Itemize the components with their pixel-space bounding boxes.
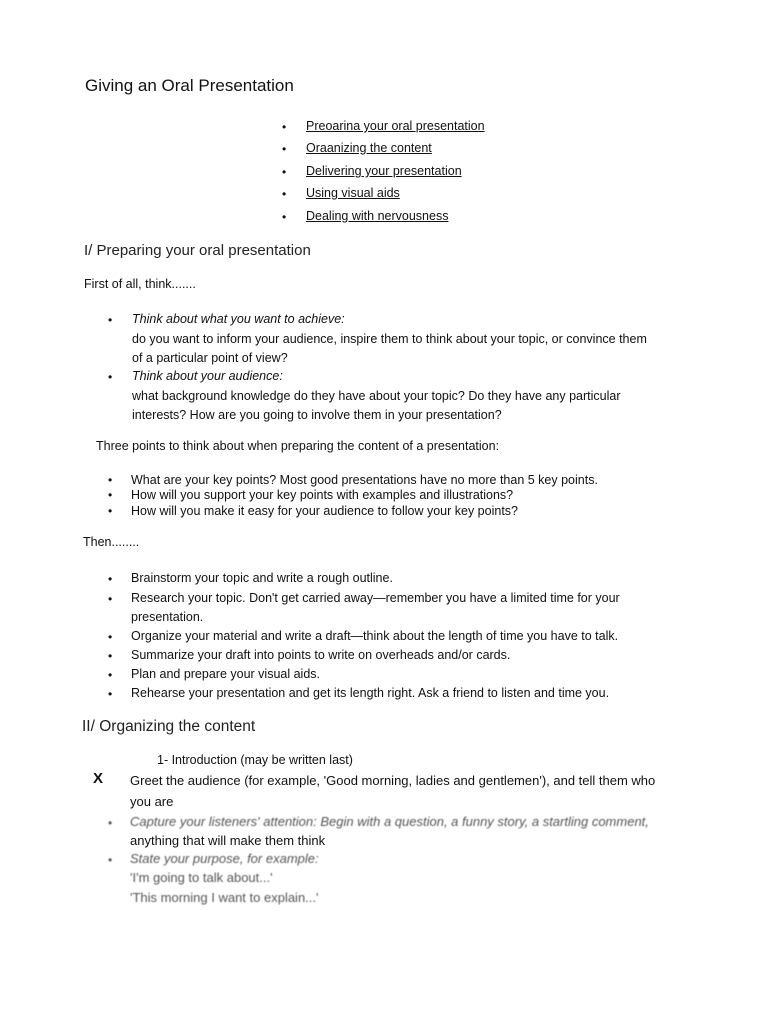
- three-points-intro: Three points to think about when preparing the content of a presentation:: [96, 439, 500, 453]
- bullet-icon: •: [108, 504, 113, 518]
- think-text-line: do you want to inform your audience, inspire them to think about your topic, or convince them: [132, 332, 647, 346]
- intro-text: First of all, think.......: [84, 277, 196, 291]
- bullet-icon: •: [108, 816, 113, 830]
- think-text-line: interests? How are you going to involve them in your presentation?: [132, 408, 502, 422]
- bullet-icon: •: [108, 313, 113, 327]
- key-point-item: What are your key points? Most good presentations have no more than 5 key points.: [131, 473, 598, 487]
- section-heading-organizing: II/ Organizing the content: [82, 718, 256, 735]
- section-heading-preparing: I/ Preparing your oral presentation: [84, 242, 311, 259]
- intro-item-purpose: State your purpose, for example:: [130, 851, 319, 866]
- bullet-icon: •: [108, 668, 113, 682]
- example-line: 'This morning I want to explain...': [130, 890, 319, 905]
- step-item-continued: presentation.: [131, 610, 204, 624]
- toc-link-delivering[interactable]: Delivering your presentation: [306, 164, 462, 178]
- bullet-icon: •: [108, 592, 113, 606]
- toc-link-organizing[interactable]: Oraanizing the content: [306, 141, 432, 155]
- bullet-icon: •: [282, 120, 287, 134]
- step-item: Brainstorm your topic and write a rough outline.: [131, 571, 393, 585]
- bullet-icon: •: [108, 370, 113, 384]
- think-text-line: what background knowledge do they have about your topic? Do they have any particular: [132, 389, 621, 403]
- step-item: Organize your material and write a draft—think about the length of time you have to talk.: [131, 629, 619, 643]
- x-mark-icon: X: [93, 770, 104, 787]
- intro-item-capture: Capture your listeners' attention: Begin with a question, a funny story, a startling comment,: [130, 814, 649, 829]
- step-item: Research your topic. Don't get carried away—remember you have a limited time for your: [131, 591, 620, 605]
- bullet-icon: •: [108, 853, 113, 867]
- think-text-line: of a particular point of view?: [132, 351, 288, 365]
- bullet-icon: •: [282, 210, 287, 224]
- bullet-icon: •: [108, 572, 113, 586]
- intro-item-greet-continued: you are: [130, 794, 174, 809]
- bullet-icon: •: [282, 187, 287, 201]
- key-point-item: How will you make it easy for your audience to follow your key points?: [131, 504, 518, 518]
- toc-link-nervousness[interactable]: Dealing with nervousness: [306, 209, 449, 223]
- then-text: Then........: [83, 535, 140, 549]
- toc-link-visual-aids[interactable]: Using visual aids: [306, 186, 400, 200]
- page-title: Giving an Oral Presentation: [85, 76, 294, 95]
- think-label-audience: Think about your audience:: [132, 369, 283, 383]
- step-item: Plan and prepare your visual aids.: [131, 667, 321, 681]
- bullet-icon: •: [108, 687, 113, 701]
- think-label-achieve: Think about what you want to achieve:: [132, 312, 345, 326]
- bullet-icon: •: [282, 142, 287, 156]
- intro-item-capture-continued: anything that will make them think: [130, 833, 326, 848]
- bullet-icon: •: [108, 649, 113, 663]
- toc-link-preparing[interactable]: Preoarina your oral presentation: [306, 119, 485, 133]
- step-item: Summarize your draft into points to write on overheads and/or cards.: [131, 648, 511, 662]
- bullet-icon: •: [282, 165, 287, 179]
- example-line: 'I'm going to talk about...': [130, 870, 273, 885]
- bullet-icon: •: [108, 630, 113, 644]
- key-point-item: How will you support your key points with examples and illustrations?: [131, 488, 514, 502]
- bullet-icon: •: [108, 488, 113, 502]
- intro-item-greet: Greet the audience (for example, 'Good morning, ladies and gentlemen'), and tell them who: [130, 773, 656, 788]
- step-item: Rehearse your presentation and get its length right. Ask a friend to listen and time you.: [131, 686, 610, 700]
- subheading-introduction: 1- Introduction (may be written last): [157, 753, 353, 767]
- bullet-icon: •: [108, 473, 113, 487]
